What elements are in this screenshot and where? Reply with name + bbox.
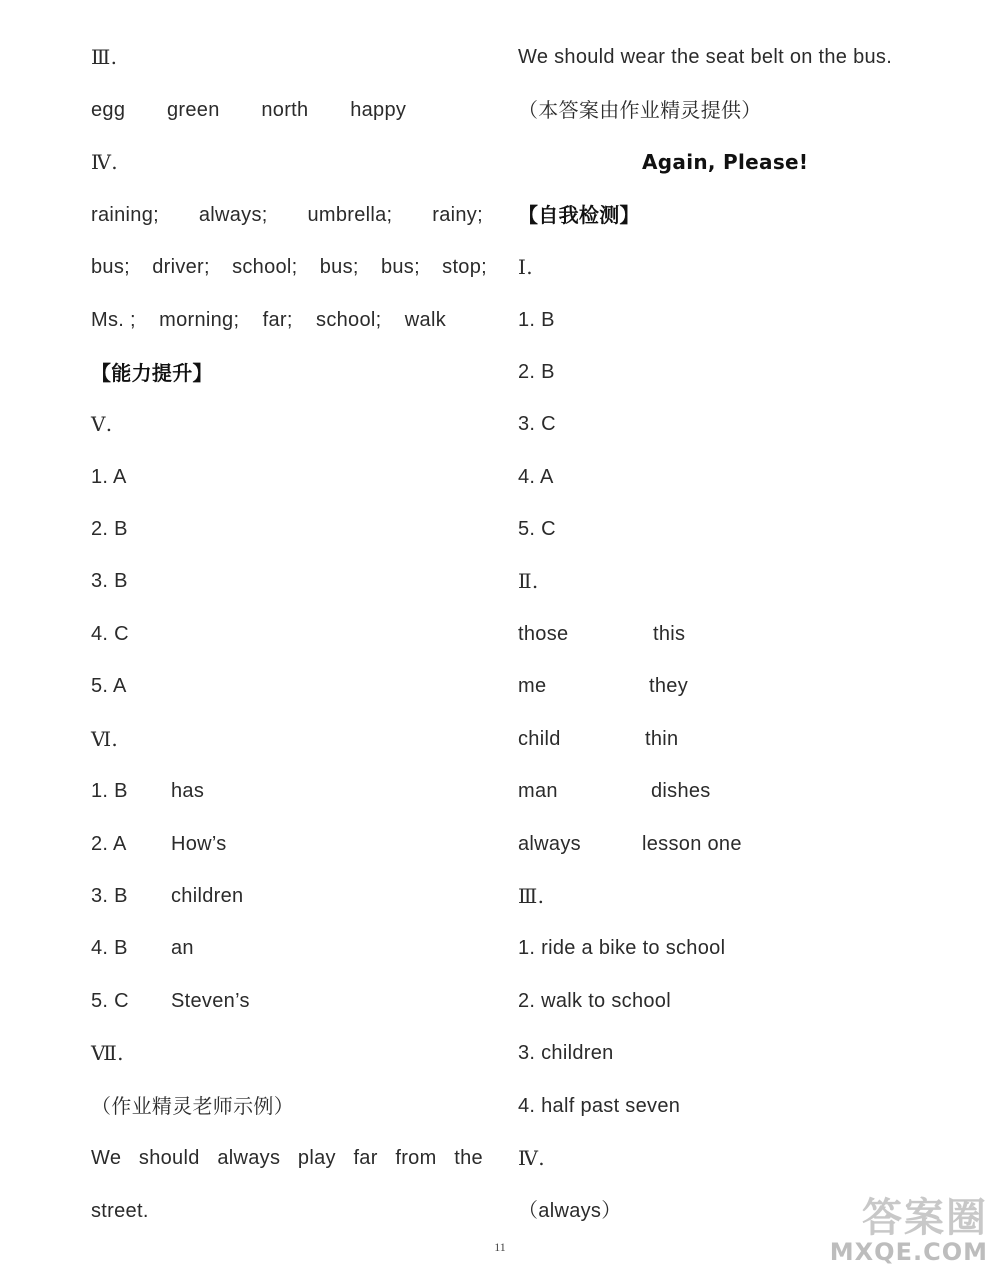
word: We xyxy=(91,1147,122,1169)
answer-item: 3. B xyxy=(91,570,128,592)
word: happy xyxy=(350,99,407,121)
watermark-logo xyxy=(788,1186,988,1266)
word: Ms. ; xyxy=(91,309,136,331)
answer-item: 1. ride a bike to school xyxy=(518,937,726,959)
answer-word: How’s xyxy=(171,833,227,855)
answer-item xyxy=(91,883,243,909)
word: rainy; xyxy=(432,204,483,226)
section-i-heading: Ⅰ. xyxy=(518,255,533,279)
answer-item: 2. walk to school xyxy=(518,990,671,1012)
word: morning; xyxy=(159,309,240,331)
word: far xyxy=(353,1147,378,1169)
answer-item: 1. B xyxy=(518,309,555,331)
word: play xyxy=(297,1147,336,1169)
word: raining; xyxy=(91,204,159,226)
word: stop; xyxy=(442,256,487,278)
answer-key: 3. B xyxy=(91,885,128,907)
answer-word: children xyxy=(171,885,244,907)
word-pair-second: this xyxy=(653,623,686,645)
answer-item xyxy=(91,831,227,857)
answer-key: 2. A xyxy=(91,833,127,855)
answer-key: 5. C xyxy=(91,990,129,1012)
answer-key: 1. B xyxy=(91,780,128,802)
word-pair-second: they xyxy=(649,675,689,697)
word-pair-first: me xyxy=(518,675,547,697)
answer-key: 4. B xyxy=(91,937,128,959)
answer-word: an xyxy=(171,937,194,959)
answer-item: 5. C xyxy=(518,518,556,540)
word-pair-first: child xyxy=(518,728,561,750)
word-pair-second: lesson one xyxy=(642,833,742,855)
section-ability-heading: 【能力提升】 xyxy=(91,361,213,385)
answer-line-words xyxy=(91,97,406,123)
watermark-title: 答案圈 xyxy=(862,1195,988,1241)
section-ii-heading: Ⅱ. xyxy=(518,569,539,593)
example-sentence-line-2: street. xyxy=(91,1200,149,1222)
word-pair-first: those xyxy=(518,623,569,645)
example-sentence-line-1 xyxy=(91,1145,483,1171)
answer-item: 3. C xyxy=(518,413,556,435)
answer-line-iv-3 xyxy=(91,307,446,333)
example-sentence: We should wear the seat belt on the bus. xyxy=(518,46,893,68)
word: bus; xyxy=(91,256,131,278)
word-pair xyxy=(518,726,678,752)
answer-word: Steven’s xyxy=(171,990,250,1012)
example-note: （作业精灵老师示例） xyxy=(91,1094,294,1118)
word-pair-first: always xyxy=(518,833,581,855)
section-iv-heading: Ⅳ. xyxy=(91,150,118,174)
word: far; xyxy=(262,309,293,331)
word: school; xyxy=(316,309,382,331)
word-pair xyxy=(518,673,688,699)
unit-heading: Again, Please! xyxy=(642,150,809,174)
answer-item: 4. C xyxy=(91,623,129,645)
section-v-heading: Ⅴ. xyxy=(91,412,113,436)
answer-item xyxy=(91,935,194,961)
section-iii-heading: Ⅲ. xyxy=(518,884,545,908)
section-vi-heading: Ⅵ. xyxy=(91,727,119,751)
section-iii-heading: Ⅲ. xyxy=(91,45,118,69)
word: north xyxy=(261,99,309,121)
word-pair xyxy=(518,831,742,857)
section-iv-heading: Ⅳ. xyxy=(518,1146,545,1170)
answer-item xyxy=(91,988,250,1014)
answer-item: 4. A xyxy=(518,466,554,488)
word: the xyxy=(454,1147,483,1169)
word: umbrella; xyxy=(307,204,393,226)
word: always xyxy=(217,1147,281,1169)
answer-item: 3. children xyxy=(518,1042,614,1064)
answer-item xyxy=(91,778,204,804)
answer-line-iv-1 xyxy=(91,202,483,228)
answer-item: 2. B xyxy=(518,361,555,383)
watermark-url: MXQE.COM xyxy=(829,1238,988,1266)
word: walk xyxy=(404,309,446,331)
word-pair-first: man xyxy=(518,780,558,802)
word-pair-second: dishes xyxy=(651,780,711,802)
answer-word: has xyxy=(171,780,205,802)
word: always; xyxy=(198,204,268,226)
word-pair xyxy=(518,621,685,647)
answer-item: 2. B xyxy=(91,518,128,540)
word: green xyxy=(167,99,220,121)
word-pair-second: thin xyxy=(645,728,679,750)
word: driver; xyxy=(152,256,210,278)
section-vii-heading: Ⅶ. xyxy=(91,1041,124,1065)
word: bus; xyxy=(319,256,359,278)
answer-item: （always） xyxy=(518,1200,622,1222)
answer-item: 5. A xyxy=(91,675,127,697)
answer-credit: （本答案由作业精灵提供） xyxy=(518,98,762,122)
page-number: 11 xyxy=(494,1240,506,1254)
section-check-heading: 【自我检测】 xyxy=(518,203,640,227)
word: should xyxy=(138,1147,200,1169)
word-pair xyxy=(518,778,711,804)
answer-line-iv-2 xyxy=(91,254,487,280)
word: egg xyxy=(91,99,126,121)
word: bus; xyxy=(380,256,420,278)
answer-item: 1. A xyxy=(91,466,127,488)
word: school; xyxy=(232,256,298,278)
word: from xyxy=(395,1147,437,1169)
answer-item: 4. half past seven xyxy=(518,1095,681,1117)
